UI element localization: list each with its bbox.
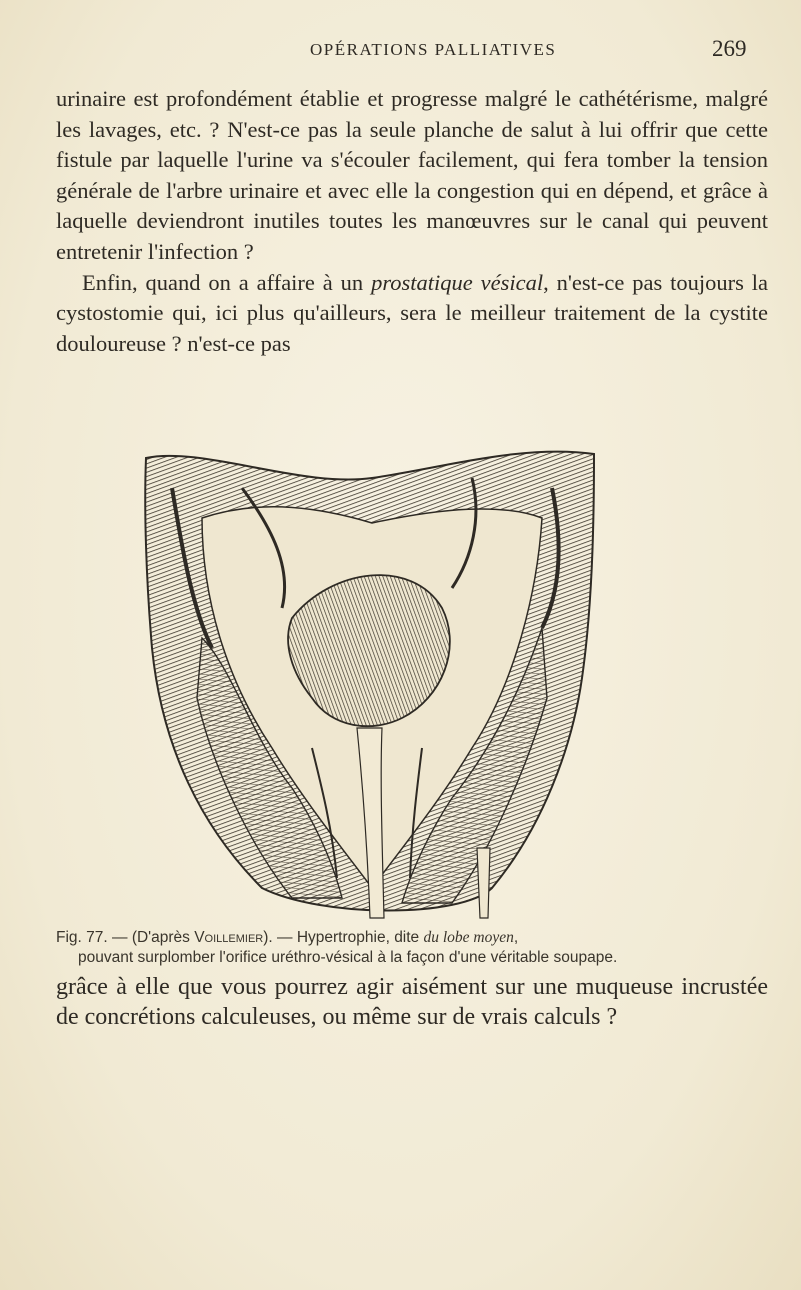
caption-text: Hypertrophie, dite bbox=[292, 929, 424, 946]
figure-label: Fig. 77. — bbox=[56, 929, 128, 946]
caption-italic-term: du lobe moyen bbox=[423, 929, 514, 946]
text-span: Enfin, quand on a affaire à un bbox=[82, 269, 372, 295]
running-title: OPÉRATIONS PALLIATIVES bbox=[310, 40, 557, 59]
paragraph-top bbox=[56, 84, 768, 359]
italic-term: prostatique vésical bbox=[371, 269, 544, 295]
caption-line-2: pouvant surplomber l'orifice uréthro-vésical à la façon d'une véritable soupape. bbox=[78, 949, 618, 966]
paragraph-top-part1: urinaire est profondément établie et progresse malgré le cathétérisme, malgré les lavages, etc. ? N'est-ce pas la seule planche de salut à lui offrir que cette fistule par laquelle l'urine va s'écouler facilement, qui fera tomber la tension générale de l'arbre urinaire et avec elle la congestion qui en dépend, et grâce à laquelle deviendront inutiles toutes les manœuvres sur le canal qui peuvent entretenir l'infection ? bbox=[56, 86, 768, 264]
figure-source-prefix: (D'après bbox=[131, 929, 195, 946]
figure-source-suffix: ). — bbox=[263, 929, 293, 946]
text-span: , n'est-ce pas toujours la cystostomie qui, ici plus qu'ailleurs, sera le meilleur traitement de la cystite douloureuse ? n'est-ce pas bbox=[56, 269, 769, 356]
page-number: 269 bbox=[712, 36, 747, 61]
caption-text-after: , bbox=[513, 929, 519, 946]
paragraph-top-part2 bbox=[56, 268, 768, 360]
figure-source-author: Voillemier bbox=[194, 929, 264, 946]
paragraph-bottom: grâce à elle que vous pourrez agir aisément sur une muqueuse incrustée de concrétions calculeuses, ou même sur de vrais calculs ? bbox=[56, 974, 768, 1030]
figure-caption bbox=[56, 928, 772, 968]
engraving-illustration bbox=[142, 448, 598, 926]
anatomical-engraving bbox=[142, 448, 598, 926]
